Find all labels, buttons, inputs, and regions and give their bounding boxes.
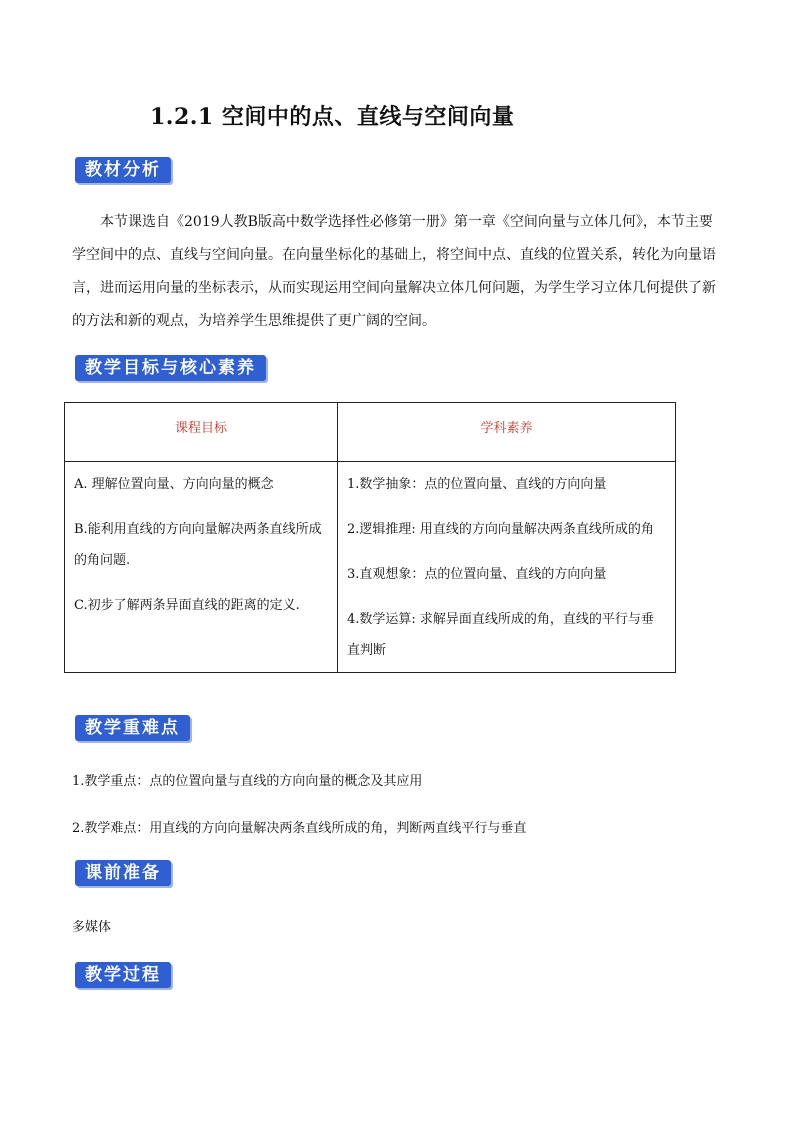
table-header-goals: 课程目标 bbox=[65, 403, 338, 462]
section-badge-process: 教学过程 bbox=[75, 962, 171, 988]
key-point-item: 1.教学重点：点的位置向量与直线的方向向量的概念及其应用 bbox=[72, 774, 423, 789]
key-point-item: 2.教学难点：用直线的方向向量解决两条直线所成的角，判断两直线平行与垂直 bbox=[72, 821, 527, 836]
literacy-item: 1.数学抽象：点的位置向量、直线的方向向量 bbox=[347, 477, 607, 492]
literacy-cell bbox=[338, 462, 676, 673]
section-badge-analysis: 教材分析 bbox=[75, 157, 171, 183]
page-title: 1.2.1 空间中的点、直线与空间向量 bbox=[150, 104, 515, 130]
preparation-text: 多媒体 bbox=[72, 920, 112, 935]
goal-item: A. 理解位置向量、方向向量的概念 bbox=[74, 477, 274, 492]
goals-table bbox=[64, 402, 676, 673]
literacy-item: 4.数学运算: 求解异面直线所成的角，直线的平行与垂直判断 bbox=[347, 612, 654, 658]
section-badge-goals: 教学目标与核心素养 bbox=[75, 355, 266, 381]
table-header-row bbox=[65, 403, 676, 462]
analysis-paragraph: 本节课选自《2019人教B版高中数学选择性必修第一册》第一章《空间向量与立体几何》，本节主要学空间中的点、直线与空间向量。在向量坐标化的基础上，将空间中点、直线的位置关系，转化为向量语言，进而运用向量的坐标表示，从而实现运用空间向量解决立体几何问题，为学生学习立体几何提供了新的方法和新的观点，为培养学生思维提供了更广阔的空间。 bbox=[72, 214, 716, 329]
goal-item: C.初步了解两条异面直线的距离的定义. bbox=[74, 598, 300, 613]
table-header-literacy: 学科素养 bbox=[338, 403, 676, 462]
table-row bbox=[65, 462, 676, 673]
literacy-item: 3.直观想象：点的位置向量、直线的方向向量 bbox=[347, 567, 607, 582]
goal-item: B.能利用直线的方向向量解决两条直线所成的角问题. bbox=[74, 522, 322, 568]
section-badge-preparation: 课前准备 bbox=[75, 860, 171, 886]
section-badge-key-points: 教学重难点 bbox=[75, 715, 190, 741]
literacy-item: 2.逻辑推理: 用直线的方向向量解决两条直线所成的角 bbox=[347, 522, 654, 537]
goals-cell bbox=[65, 462, 338, 673]
